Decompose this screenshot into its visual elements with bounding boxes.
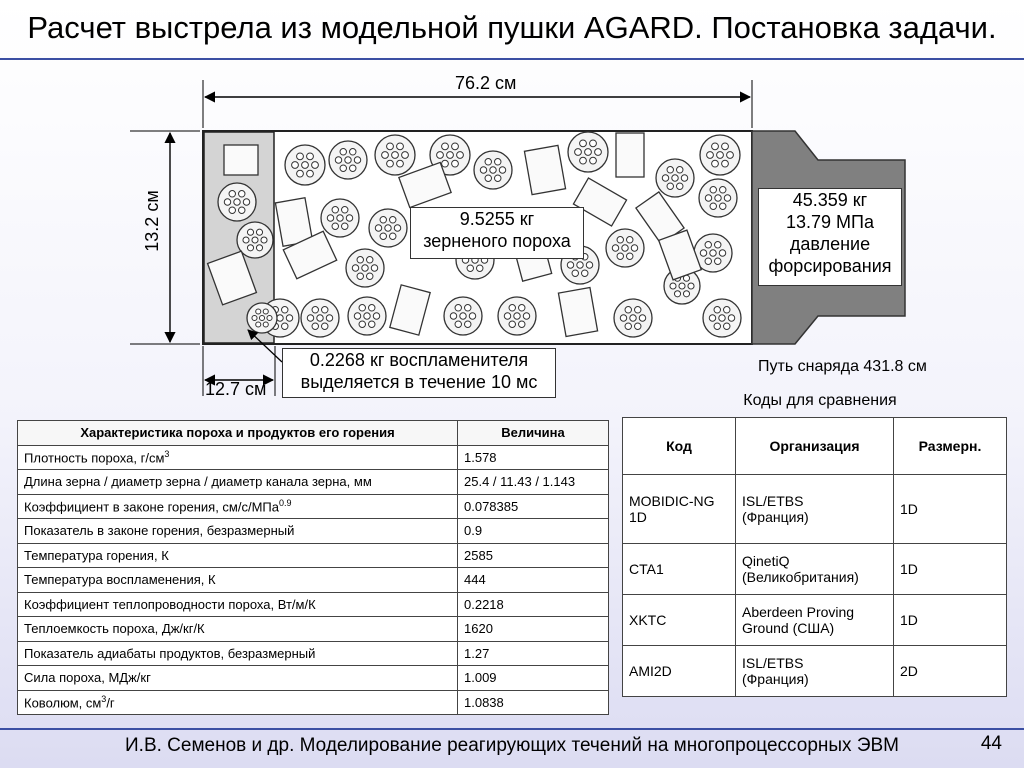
dimension-cell: 1D [894, 595, 1007, 646]
header-organization: Организация [736, 418, 894, 475]
igniter-length-label: 12.7 см [205, 379, 267, 399]
property-value: 1.27 [458, 641, 609, 666]
property-value: 0.9 [458, 519, 609, 544]
table-row [18, 690, 609, 715]
header-value: Величина [458, 421, 609, 446]
grain-disc [700, 135, 740, 175]
property-value: 0.2218 [458, 592, 609, 617]
organization-cell: ISL/ETBS (Франция) [736, 646, 894, 697]
table-row [623, 544, 1007, 595]
table-row [18, 519, 609, 544]
grain-disc [346, 249, 384, 287]
grain-disc [247, 303, 277, 333]
property-name: Сила пороха, МДж/кг [18, 666, 458, 691]
grain-disc [703, 299, 741, 337]
footer-divider [0, 728, 1024, 730]
igniter-duration: выделяется в течение 10 мс [300, 372, 538, 392]
table-header-row [18, 421, 609, 446]
property-name: Плотность пороха, $г/см^3$ [18, 445, 458, 470]
grain-disc [321, 199, 359, 237]
organization-cell: Aberdeen Proving Ground (США) [736, 595, 894, 646]
projectile-travel-note: Путь снаряда 431.8 см [758, 358, 927, 375]
forcing-pressure-label-1: давление [789, 234, 871, 254]
grain-disc [614, 299, 652, 337]
grain-disc [375, 135, 415, 175]
property-name: Показатель адиабаты продуктов, безразмерный [18, 641, 458, 666]
code-cell: XKTC [623, 595, 736, 646]
table-row [18, 445, 609, 470]
table-row [623, 595, 1007, 646]
table-row [18, 568, 609, 593]
dimension-cell: 2D [894, 646, 1007, 697]
grain-disc [301, 299, 339, 337]
property-value: 1.578 [458, 445, 609, 470]
propellant-mass: 9.5255 кг [459, 209, 535, 229]
grain-disc [498, 297, 536, 335]
grain-disc [329, 141, 367, 179]
code-cell: MOBIDIC-NG 1D [623, 475, 736, 544]
property-name: Длина зерна / диаметр зерна / диаметр канала зерна, мм [18, 470, 458, 495]
property-name: Коэффициент в законе горения, см/с/МПа$^{0.9}$ [18, 494, 458, 519]
property-name: Температура воспламенения, К [18, 568, 458, 593]
property-value: 444 [458, 568, 609, 593]
grain-disc [568, 132, 608, 172]
table-row [18, 543, 609, 568]
property-value: 2585 [458, 543, 609, 568]
propellant-properties-table [17, 420, 609, 715]
property-name: Теплоемкость пороха, Дж/кг/К [18, 617, 458, 642]
table-row [623, 475, 1007, 544]
table-row [18, 617, 609, 642]
diameter-label: 13.2 см [142, 190, 162, 252]
code-cell: CTA1 [623, 544, 736, 595]
property-name: Температура горения, К [18, 543, 458, 568]
grain-rect [224, 145, 258, 175]
grain-disc [348, 297, 386, 335]
comparison-codes-table [622, 417, 1007, 697]
forcing-pressure-label-2: форсирования [768, 256, 892, 276]
table-row [18, 666, 609, 691]
forcing-pressure-value: 13.79 МПа [786, 212, 874, 232]
page-number: 44 [980, 733, 1002, 754]
igniter-mass: 0.2268 кг воспламенителя [309, 350, 529, 370]
grain-disc [606, 229, 644, 267]
grain-rect [616, 133, 644, 177]
table-row [18, 470, 609, 495]
header-dimension: Размерн. [894, 418, 1007, 475]
page-title: Расчет выстрела из модельной пушки AGARD. Постановка задачи. [27, 10, 997, 45]
grain-rect [524, 145, 565, 194]
table-row [18, 641, 609, 666]
organization-cell: QinetiQ (Великобритания) [736, 544, 894, 595]
code-cell: AMI2D [623, 646, 736, 697]
projectile-box [758, 188, 902, 286]
header-property: Характеристика пороха и продуктов его горения [18, 421, 458, 446]
propellant-type: зерненого пороха [423, 231, 571, 251]
grain-disc [285, 145, 325, 185]
dimension-cell: 1D [894, 544, 1007, 595]
property-name: Показатель в законе горения, безразмерный [18, 519, 458, 544]
table-row [18, 592, 609, 617]
grain-disc [699, 179, 737, 217]
igniter-box [282, 348, 556, 398]
table-row [18, 494, 609, 519]
property-value: 1620 [458, 617, 609, 642]
organization-cell: ISL/ETBS (Франция) [736, 475, 894, 544]
grain-disc [444, 297, 482, 335]
property-name: Коволюм, $см^3/г$ [18, 690, 458, 715]
property-value: 1.009 [458, 666, 609, 691]
codes-caption: Коды для сравнения [743, 392, 897, 409]
grain-disc [218, 183, 256, 221]
table-row [623, 646, 1007, 697]
footer-text: И.В. Семенов и др. Моделирование реагирующих течений на многопроцессорных ЭВМ [125, 735, 899, 756]
projectile-mass: 45.359 кг [792, 190, 868, 210]
property-value: 0.078385 [458, 494, 609, 519]
property-name: Коэффициент теплопроводности пороха, Вт/м/К [18, 592, 458, 617]
propellant-mass-box [410, 207, 584, 259]
grain-disc [474, 151, 512, 189]
table-header-row [623, 418, 1007, 475]
grain-disc [656, 159, 694, 197]
grain-disc [369, 209, 407, 247]
dimension-cell: 1D [894, 475, 1007, 544]
property-value: 25.4 / 11.43 / 1.143 [458, 470, 609, 495]
property-value: 1.0838 [458, 690, 609, 715]
length-label: 76.2 см [455, 73, 517, 93]
header-code: Код [623, 418, 736, 475]
grain-rect [558, 288, 597, 337]
